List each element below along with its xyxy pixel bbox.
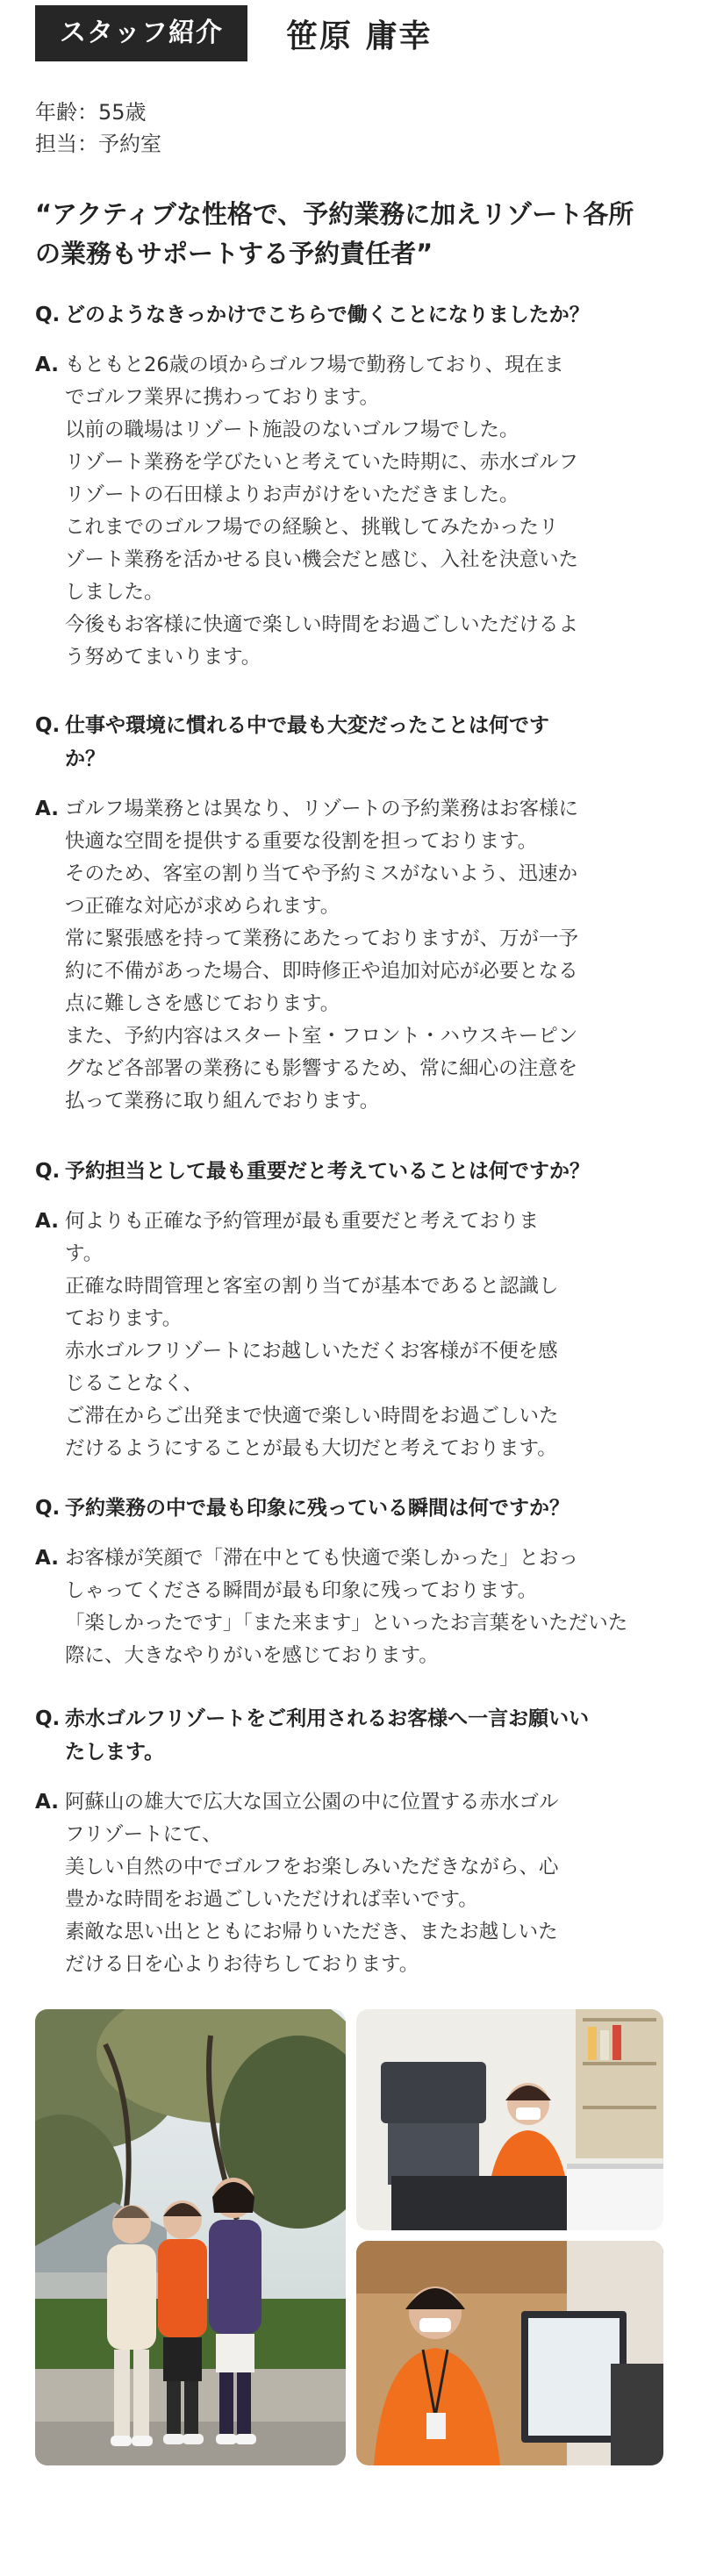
question-line: 予約担当として最も重要だと考えていることは何ですか？ [65,1160,590,1183]
answer-line: じることなく、 [65,1372,204,1395]
photo-gallery [35,2009,663,2465]
age-text: 年齢：55歳 [35,100,147,125]
answer-line: 払って業務に取り組んでおります。 [65,1090,380,1113]
answer-line: これまでのゴルフ場での経験と、挑戦してみたかったリ [65,516,559,539]
question-line: か？ [65,748,105,770]
question [35,1492,670,1525]
catchphrase-line: の業務もサポートする予約責任者” [35,239,433,268]
catchphrase-line: “アクティブな性格で、予約業務に加えリゾート各所 [35,199,634,229]
answer [35,793,670,1118]
question-mark: Q. [35,1497,61,1520]
question [35,298,670,332]
answer-line: 素敵な思い出とともにお帰りいただき、またお越しいた [65,1921,558,1943]
answer-line: しゃってくださる瞬間が最も印象に残っております。 [65,1579,538,1602]
answer-line: 赤水ゴルフリゾートにお越しいただくお客様が不便を感 [65,1340,558,1363]
answer-mark: A. [35,1547,59,1570]
qa-item-5 [35,1702,670,1981]
question-mark: Q. [35,1707,61,1730]
answer-mark: A. [35,354,59,376]
profile-info [35,97,161,160]
question-mark: Q. [35,304,61,326]
answer-line: グなど各部署の業務にも影響するため、常に細心の注意を [65,1057,578,1080]
question [35,1702,670,1769]
computer-work-photo [356,2241,663,2465]
answer [35,1786,670,1981]
answer-line: す。 [65,1242,104,1265]
answer-line: 快適な空間を提供する重要な役割を担っております。 [65,830,538,853]
answer-line: ゴルフ場業務とは異なり、リゾートの予約業務はお客様に [65,798,579,820]
qa-item-3 [35,1155,670,1465]
answer [35,1206,670,1465]
question [35,709,670,776]
qa-item-2 [35,709,670,1118]
answer-line: 豊かな時間をお過ごしいただければ幸いです。 [65,1888,478,1911]
answer-line: 「楽しかったです」「また来ます」といったお言葉をいただいた [65,1612,628,1635]
section-label: スタッフ紹介 [35,5,247,61]
answer-line: だけるようにすることが最も大切だと考えております。 [65,1437,557,1460]
answer [35,349,670,674]
answer-line: そのため、客室の割り当てや予約ミスがないよう、迅速か [65,862,578,885]
answer-line: 約に不備があった場合、即時修正や追加対応が必要となる [65,960,578,983]
answer-line: ゾート業務を活かせる良い機会だと感じ、入社を決意いた [65,548,579,571]
answer-line: 今後もお客様に快適で楽しい時間をお過ごしいただけるよ [65,613,579,636]
question-line: たします。 [65,1741,165,1764]
question-line: 赤水ゴルフリゾートをご利用されるお客様へ一言お願いい [65,1707,590,1730]
answer-line: お客様が笑顔で「滞在中とても快適で楽しかった」とおっ [65,1547,579,1570]
answer-mark: A. [35,1210,59,1233]
answer-line: 美しい自然の中でゴルフをお楽しみいただきながら、心 [65,1856,559,1878]
question-line: 仕事や環境に慣れる中で最も大変だったことは何です [65,714,549,737]
office-desk-photo [356,2009,663,2230]
answer-line: 阿蘇山の雄大で広大な国立公園の中に位置する赤水ゴル [65,1791,559,1814]
answer-line: フリゾートにて、 [65,1823,222,1846]
answer-line: リゾートの石田様よりお声がけをいただきました。 [65,483,519,506]
group-photo [35,2009,346,2465]
answer-line: 常に緊張感を持って業務にあたっておりますが、万が一予 [65,927,579,950]
answer-line: しました。 [65,581,164,604]
question-line: どのようなきっかけでこちらで働くことになりましたか？ [65,304,590,326]
answer-line: だける日を心よりお待ちしております。 [65,1953,419,1976]
question [35,1155,670,1188]
answer-line: もともと26歳の頃からゴルフ場で勤務しており、現在ま [65,354,564,376]
answer-line: 正確な時間管理と客室の割り当てが基本であると認識し [65,1275,559,1298]
answer-line: う努めてまいります。 [65,646,261,669]
question-mark: Q. [35,1160,61,1183]
answer-line: でゴルフ業界に携わっております。 [65,386,379,409]
catchphrase [35,195,676,274]
answer-line: 点に難しさを感じております。 [65,992,340,1015]
qa-item-4 [35,1492,670,1672]
header [35,5,433,61]
question-mark: Q. [35,714,61,737]
staff-name: 笹原 庸幸 [286,18,433,54]
answer [35,1542,670,1672]
role-text: 担当：予約室 [35,132,161,156]
answer-mark: A. [35,798,59,820]
answer-line: ております。 [65,1307,183,1330]
question-line: 予約業務の中で最も印象に残っている瞬間は何ですか？ [65,1497,569,1520]
answer-line: 何よりも正確な予約管理が最も重要だと考えておりま [65,1210,540,1233]
answer-line: つ正確な対応が求められます。 [65,895,340,918]
qa-item-1 [35,298,670,674]
answer-line: リゾート業務を学びたいと考えていた時期に、赤水ゴルフ [65,451,579,474]
answer-line: 際に、大きなやりがいを感じております。 [65,1644,439,1667]
answer-mark: A. [35,1791,59,1814]
answer-line: ご滞在からご出発まで快適で楽しい時間をお過ごしいた [65,1405,559,1428]
answer-line: また、予約内容はスタート室・フロント・ハウスキーピン [65,1025,578,1048]
answer-line: 以前の職場はリゾート施設のないゴルフ場でした。 [65,419,519,441]
